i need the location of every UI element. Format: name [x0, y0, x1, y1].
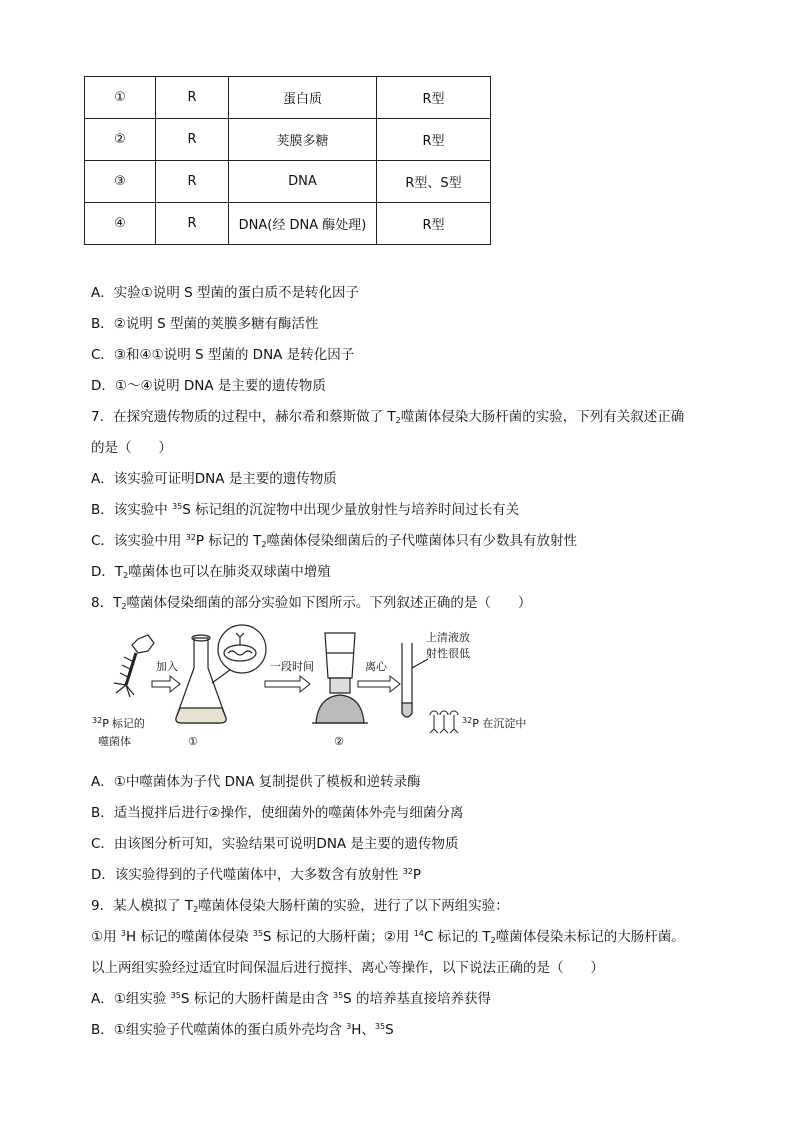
- bacteria-zoom-icon: [212, 625, 266, 683]
- table-row: [85, 203, 491, 245]
- q9-stem-line1: 9．某人模拟了 $T_2$噬菌体侵染大肠杆菌的实验，进行了以下两组实验：: [91, 898, 509, 914]
- phage-label-1: $^{32}$P 标记的: [92, 716, 145, 730]
- step-1-label: ①: [188, 735, 198, 748]
- q8-stem: 8．$T_2$噬菌体侵染细菌的部分实验如下图所示。下列叙述正确的是（ ）: [91, 595, 532, 611]
- table-cell: R型、S型: [377, 161, 491, 203]
- step-2-label: ②: [334, 735, 344, 748]
- small-phage-icon: [430, 711, 458, 733]
- q9-option-b: B．①组实验子代噬菌体的蛋白质外壳均含 $^3$H、$^{35}$S: [91, 1022, 394, 1038]
- q7-stem-line2: 的是（ ）: [91, 440, 172, 456]
- q8-option-a: A．①中噬菌体为子代 DNA 复制提供了模板和逆转录酶: [91, 774, 421, 790]
- q9-stem-line2: ①用 $^3$H 标记的噬菌体侵染 $^{35}$S 标记的大肠杆菌；②用 $^{14}$C 标记的 $T_2$噬菌体侵染未标记的大肠杆菌。: [91, 929, 685, 945]
- table-cell: DNA: [229, 161, 377, 203]
- table-row: [85, 161, 491, 203]
- table-cell: ①: [85, 77, 156, 119]
- table-cell: R型: [377, 77, 491, 119]
- q6-option-b: B．②说明 S 型菌的荚膜多糖有酶活性: [91, 316, 319, 332]
- q7-option-c: C．该实验中用 $^{32}$P 标记的 $T_2$噬菌体侵染细菌后的子代噬菌体只有少数具有放射性: [91, 533, 577, 549]
- experiment-table: [84, 76, 491, 245]
- table-cell: R: [156, 77, 229, 119]
- q8-option-b: B．适当搅拌后进行②操作，使细菌外的噬菌体外壳与细菌分离: [91, 805, 464, 821]
- test-tube-icon: [402, 643, 428, 717]
- arrow-icon: [265, 676, 310, 692]
- phage-icon: [114, 635, 154, 697]
- centrifuge-label: 离心: [365, 660, 387, 673]
- q7-option-b: B．该实验中 $^{35}$S 标记组的沉淀物中出现少量放射性与培养时间过长有关: [91, 502, 520, 518]
- q9-stem-line3: 以上两组实验经过适宜时间保温后进行搅拌、离心等操作，以下说法正确的是（ ）: [91, 960, 604, 976]
- blender-icon: [312, 633, 368, 723]
- time-label: 一段时间: [270, 660, 314, 673]
- table-cell: R型: [377, 203, 491, 245]
- q7-stem-line1: 7．在探究遗传物质的过程中，赫尔希和蔡斯做了 $T_2$噬菌体侵染大肠杆菌的实验，下列有关叙述正确: [91, 409, 685, 425]
- q7-option-d: D．$T_2$噬菌体也可以在肺炎双球菌中增殖: [91, 564, 331, 580]
- arrow-icon: [358, 676, 400, 692]
- table-cell: ②: [85, 119, 156, 161]
- table-cell: 蛋白质: [229, 77, 377, 119]
- table-row: [85, 77, 491, 119]
- arrow-icon: [152, 676, 180, 692]
- table-cell: ③: [85, 161, 156, 203]
- phage-label-2: 噬菌体: [98, 735, 131, 748]
- phage-experiment-figure: [90, 623, 540, 753]
- q9-option-a: A．①组实验 $^{35}$S 标记的大肠杆菌是由含 $^{35}$S 的培养基直接培养获得: [91, 991, 492, 1007]
- supernatant-label-2: 射性很低: [426, 647, 470, 660]
- table-cell: 荚膜多糖: [229, 119, 377, 161]
- table-cell: R: [156, 161, 229, 203]
- q7-option-a: A．该实验可证明DNA 是主要的遗传物质: [91, 471, 337, 487]
- table-cell: DNA(经 DNA 酶处理): [229, 203, 377, 245]
- supernatant-label-1: 上清液放: [426, 631, 470, 644]
- add-label: 加入: [156, 660, 178, 673]
- table-cell: R型: [377, 119, 491, 161]
- precipitate-label: $^{32}$P 在沉淀中: [462, 716, 527, 730]
- q6-option-d: D．①～④说明 DNA 是主要的遗传物质: [91, 378, 326, 394]
- q8-option-c: C．由该图分析可知，实验结果可说明DNA 是主要的遗传物质: [91, 836, 459, 852]
- table-cell: R: [156, 203, 229, 245]
- q6-option-c: C．③和④①说明 S 型菌的 DNA 是转化因子: [91, 347, 355, 363]
- table-row: [85, 119, 491, 161]
- table-cell: R: [156, 119, 229, 161]
- q6-option-a: A．实验①说明 S 型菌的蛋白质不是转化因子: [91, 285, 359, 301]
- table-cell: ④: [85, 203, 156, 245]
- q8-option-d: D．该实验得到的子代噬菌体中，大多数含有放射性 $^{32}$P: [91, 867, 422, 883]
